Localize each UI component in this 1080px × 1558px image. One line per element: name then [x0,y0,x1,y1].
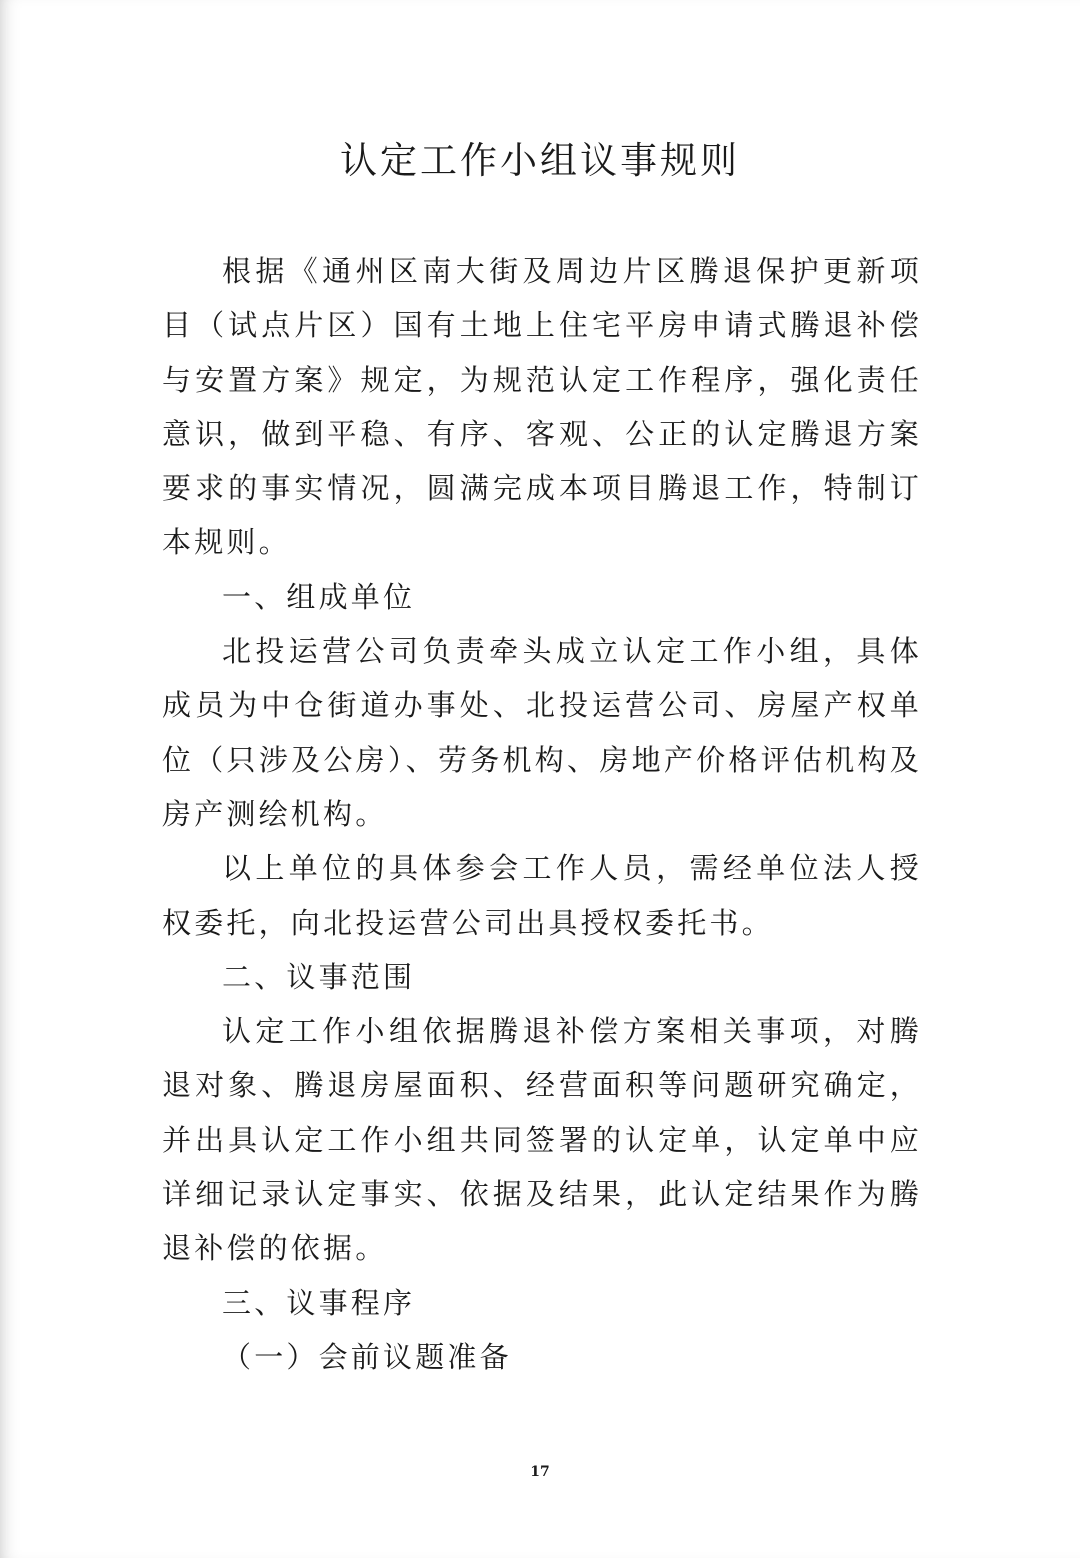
scope-paragraph: 认定工作小组依据腾退补偿方案相关事项，对腾退对象、腾退房屋面积、经营面积等问题研究确定，并出具认定工作小组共同签署的认定单，认定单中应详细记录认定事实、依据及结果，此认定结果作为腾退补偿的依据。 [162,1014,922,1266]
intro-paragraph: 根据《通州区南大街及周边片区腾退保护更新项目（试点片区）国有土地上住宅平房申请式腾退补偿与安置方案》规定，为规范认定工作程序，强化责任意识，做到平稳、有序、客观、公正的认定腾退方案要求的事实情况，圆满完成本项目腾退工作，特制订本规则。 [162,254,922,560]
section-heading-procedure: 三、议事程序 [222,1285,416,1320]
document-title: 认定工作小组议事规则 [340,139,740,182]
document-body [162,244,922,1384]
section-heading-composition: 一、组成单位 [222,579,416,614]
subsection-heading-preparation: （一）会前议题准备 [222,1339,512,1374]
section-heading-scope: 二、议事范围 [222,959,416,994]
page-number: 17 [530,1464,550,1480]
authorization-paragraph: 以上单位的具体参会工作人员，需经单位法人授权委托，向北投运营公司出具授权委托书。 [162,851,922,940]
composition-paragraph: 北投运营公司负责牵头成立认定工作小组，具体成员为中仓街道办事处、北投运营公司、房屋产权单位（只涉及公房）、劳务机构、房地产价格评估机构及房产测绘机构。 [162,634,922,831]
